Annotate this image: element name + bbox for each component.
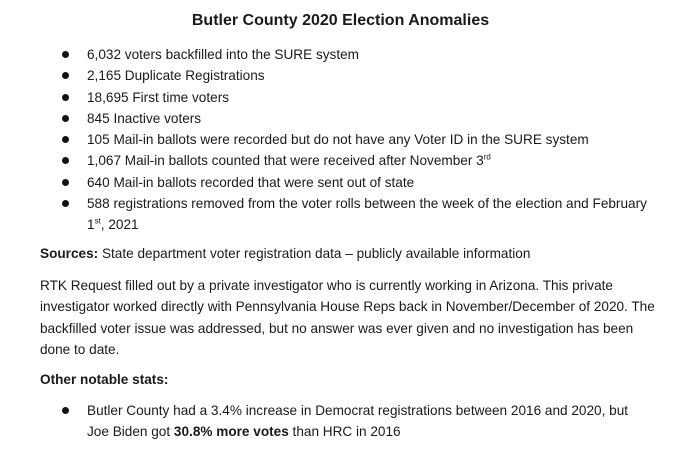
ordinal-suffix: rd	[483, 152, 491, 162]
bullet-icon	[62, 51, 69, 58]
sources-text: State department voter registration data – publicly available information	[98, 246, 531, 261]
list-item: 18,695 First time voters	[62, 87, 652, 108]
list-item: 588 registrations removed from the voter rolls between the week of the election and February 1st, 2021	[62, 193, 652, 236]
document-title: Butler County 2020 Election Anomalies	[191, 12, 490, 29]
bullet-icon	[62, 94, 69, 101]
sources-label: Sources:	[40, 246, 99, 261]
anomalies-list	[62, 44, 652, 236]
list-item: 845 Inactive voters	[62, 108, 652, 129]
other-stats-heading: Other notable stats:	[40, 372, 169, 387]
list-item: 6,032 voters backfilled into the SURE system	[62, 44, 652, 65]
bullet-icon	[62, 136, 69, 143]
other-stats-list	[62, 400, 652, 443]
bullet-icon	[62, 200, 69, 207]
list-item: 105 Mail-in ballots were recorded but do not have any Voter ID in the SURE system	[62, 129, 652, 150]
list-item: Butler County had a 3.4% increase in Democrat registrations between 2016 and 2020, but Joe Biden got 30.8% more votes than HRC in 2016	[62, 400, 652, 443]
bullet-icon	[62, 407, 69, 414]
ordinal-suffix: st	[94, 216, 101, 226]
list-item: 2,165 Duplicate Registrations	[62, 65, 652, 86]
bullet-icon	[62, 115, 69, 122]
list-item: 1,067 Mail-in ballots counted that were received after November 3rd	[62, 150, 652, 171]
emphasis-text: 30.8% more votes	[173, 424, 289, 440]
sources-line	[40, 243, 655, 264]
bullet-icon	[62, 157, 69, 164]
list-item: 640 Mail-in ballots recorded that were sent out of state	[62, 172, 652, 193]
bullet-icon	[62, 72, 69, 79]
bullet-icon	[62, 179, 69, 186]
rtk-paragraph: RTK Request filled out by a private investigator who is currently working in Arizona. This private investigator worked directly with Pennsylvania House Reps back in November/December of 2020. The backfilled voter issue was addressed, but no answer was ever given and no investigation has been done to date.	[40, 278, 655, 357]
